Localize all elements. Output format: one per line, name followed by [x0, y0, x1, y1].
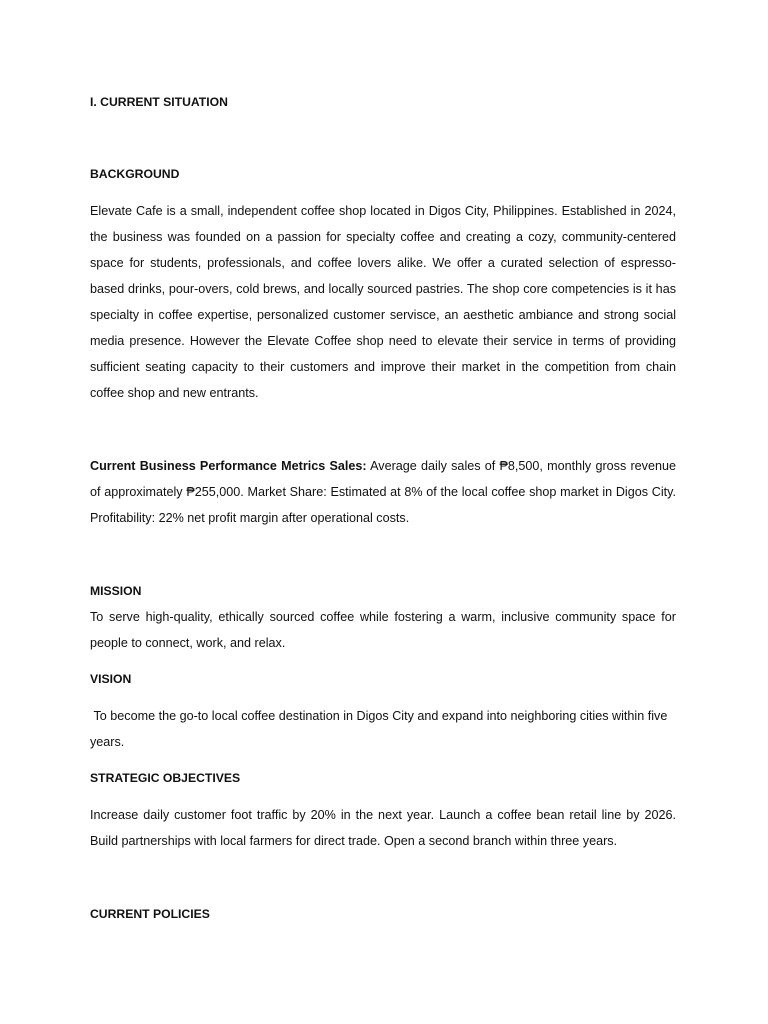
strategic-objectives-heading: STRATEGIC OBJECTIVES: [90, 771, 241, 785]
strategic-objectives-paragraph: Increase daily customer foot traffic by 20% in the next year. Launch a coffee bean retail line by 2026. Build partnerships with local farmers for direct trade. Open a second branch within three years.: [90, 808, 676, 848]
background-heading: BACKGROUND: [90, 167, 180, 181]
section-title: I. CURRENT SITUATION: [90, 95, 228, 109]
mission-heading: MISSION: [90, 584, 142, 598]
metrics-paragraph: [90, 453, 676, 531]
background-paragraph: Elevate Cafe is a small, independent coffee shop located in Digos City, Philippines. Established in 2024, the business was founded on a passion for specialty coffee and creating a cozy, community-centered space for students, professionals, and coffee lovers alike. We offer a curated selection of espresso-based drinks, pour-overs, cold brews, and locally sourced pastries. The shop core competencies is it has specialty in coffee expertise, personalized customer servisce, an aesthetic ambiance and strong social media presence. However the Elevate Coffee shop need to elevate their service in terms of providing sufficient seating capacity to their customers and improve their market in the competition from chain coffee shop and new entrants.: [90, 204, 676, 400]
vision-paragraph: To become the go-to local coffee destination in Digos City and expand into neighboring cities within five years.: [90, 709, 671, 749]
current-policies-heading: CURRENT POLICIES: [90, 907, 210, 921]
metrics-text: Average daily sales of ₱8,500, monthly gross revenue of approximately ₱255,000. Market Share: Estimated at 8% of the local coffee shop market in Digos City. Profitability: 22% net profit margin after operational costs.: [90, 459, 676, 525]
mission-paragraph: To serve high-quality, ethically sourced coffee while fostering a warm, inclusive community space for people to connect, work, and relax.: [90, 610, 676, 650]
metrics-lead: Current Business Performance Metrics Sales:: [90, 459, 367, 473]
vision-heading: VISION: [90, 672, 132, 686]
